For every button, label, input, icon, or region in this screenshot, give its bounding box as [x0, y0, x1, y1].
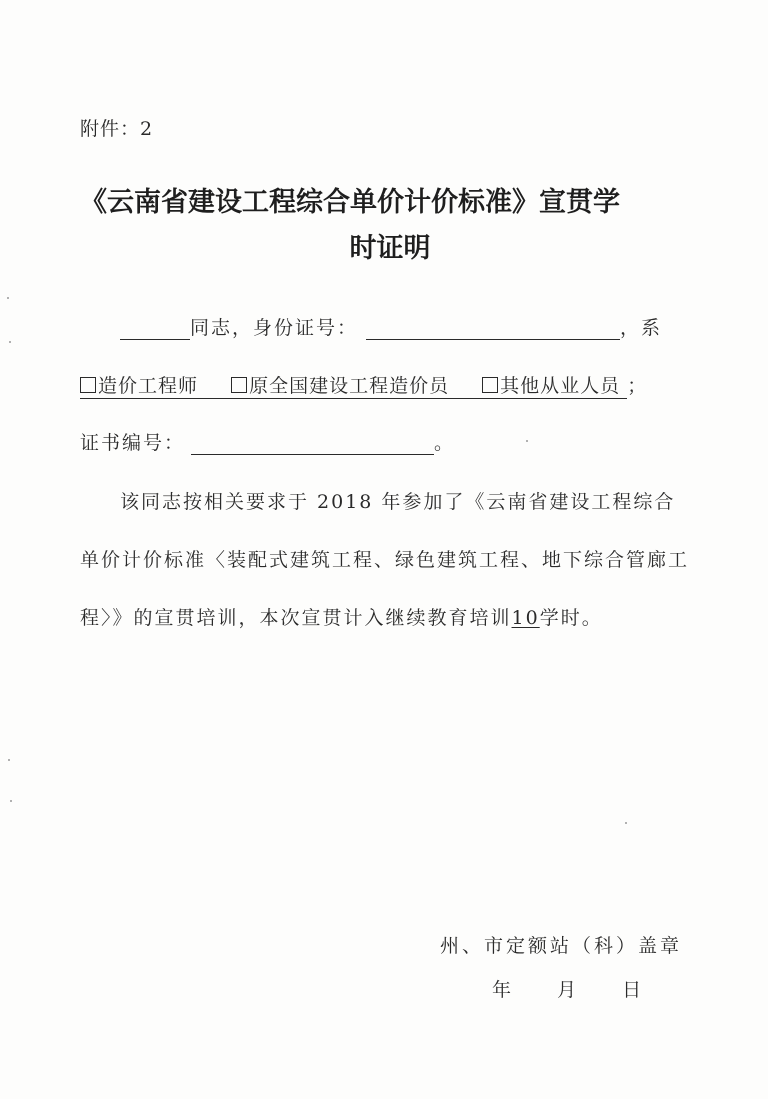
body-line-3 [80, 603, 680, 630]
role-options-row [80, 371, 647, 398]
training-hours: 10 [511, 607, 540, 629]
date-month: 月 [557, 979, 577, 1001]
identity-row [80, 313, 662, 340]
option-other-practitioner [482, 375, 620, 397]
scan-speck [625, 822, 627, 824]
row3-suffix: 。 [434, 432, 456, 454]
option-label: 造价工程师 [98, 375, 199, 397]
option-former-cost-clerk [231, 375, 449, 397]
option-label: 原全国建设工程造价员 [249, 375, 450, 397]
scan-speck [10, 800, 12, 802]
certificate-number-blank [191, 432, 434, 455]
stamp-line: 州、市定额站（科）盖章 [440, 935, 683, 957]
date-day: 日 [622, 979, 642, 1001]
checkbox-icon [231, 377, 247, 393]
scan-speck [7, 297, 9, 299]
name-blank [120, 317, 190, 340]
date-line [492, 975, 641, 1002]
date-year: 年 [492, 979, 512, 1001]
checkbox-icon [80, 377, 96, 393]
row1-suffix: ，系 [620, 317, 663, 339]
body-line-3-suffix: 学时。 [539, 607, 603, 629]
scan-speck [8, 759, 10, 761]
body-line-3-prefix: 程〉》的宣贯培训，本次宣贯计入继续教育培训 [80, 607, 512, 629]
role-options [80, 375, 627, 399]
row2-suffix: ； [627, 375, 648, 397]
option-cost-engineer [80, 375, 198, 397]
scan-speck [9, 341, 11, 343]
id-number-blank [366, 317, 620, 340]
certificate-number-label: 证书编号： [80, 432, 186, 454]
body-line-1: 该同志按相关要求于 2018 年参加了《云南省建设工程综合 [120, 491, 676, 513]
certificate-number-row [80, 428, 455, 455]
checkbox-icon [482, 377, 498, 393]
option-label: 其他从业人员 [500, 375, 621, 397]
attachment-label: 附件：2 [80, 118, 154, 140]
scan-speck [526, 440, 528, 442]
comrade-id-label: 同志，身份证号： [190, 317, 359, 339]
document-title-line-1: 《云南省建设工程综合单价计价标准》宣贯学 [80, 187, 620, 218]
document-title-line-2: 时证明 [349, 233, 431, 264]
body-line-2: 单价计价标准〈装配式建筑工程、绿色建筑工程、地下综合管廊工 [80, 549, 690, 571]
